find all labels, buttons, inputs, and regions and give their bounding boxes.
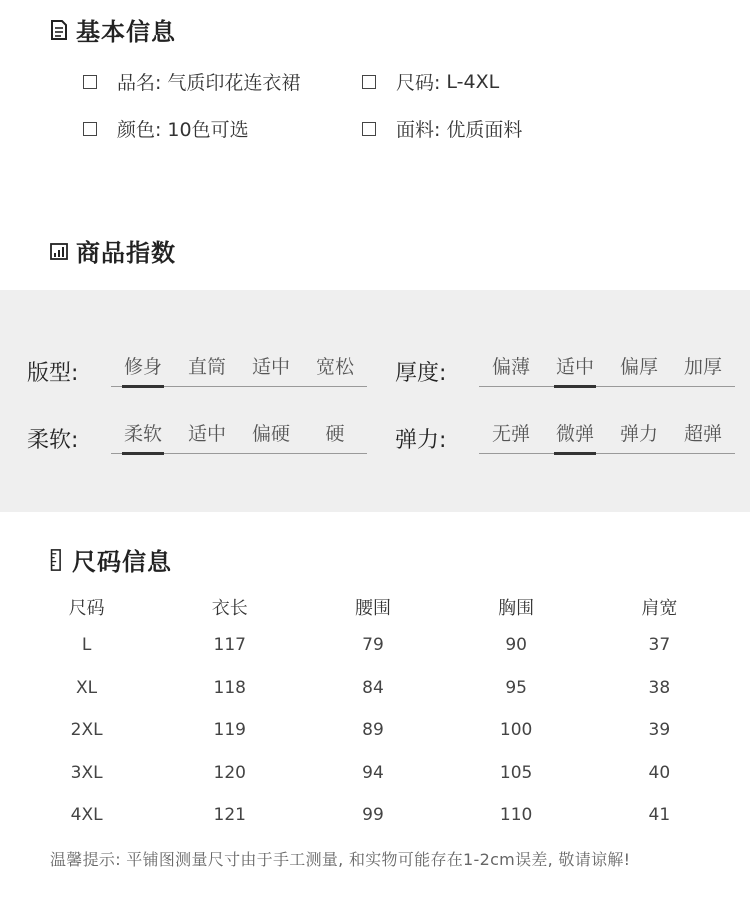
- index-label: 柔软:: [27, 428, 79, 453]
- product-index-title: [50, 233, 176, 268]
- basic-info-title: [50, 12, 176, 47]
- index-option: 直筒: [187, 356, 226, 378]
- table-cell: 121: [213, 805, 246, 826]
- index-option: 硬: [325, 423, 345, 445]
- table-cell: 89: [362, 720, 384, 741]
- table-cell: 117: [213, 635, 246, 656]
- info-item-fabric: [362, 115, 522, 142]
- info-value: 气质印花连衣裙: [167, 72, 301, 94]
- table-cell: 100: [499, 720, 533, 741]
- index-options: [479, 352, 735, 387]
- product-index-title-text: 商品指数: [76, 239, 176, 267]
- table-cell: 79: [362, 635, 384, 656]
- index-option: 偏硬: [251, 423, 290, 445]
- table-row: [15, 752, 731, 795]
- index-options: [479, 419, 735, 454]
- table-cell: L: [81, 635, 92, 656]
- table-cell: 120: [213, 762, 246, 783]
- index-options: [111, 352, 367, 387]
- table-cell: 2XL: [70, 720, 103, 741]
- index-option-selected: 适中: [543, 352, 607, 386]
- checkbox-icon: [83, 75, 97, 89]
- index-options: [111, 419, 367, 454]
- column-header: 胸围: [498, 598, 535, 619]
- info-label: 面料:: [396, 119, 441, 141]
- index-row-thickness: [395, 352, 735, 387]
- index-option-selected: 修身: [111, 352, 175, 386]
- table-cell: 105: [499, 762, 533, 783]
- table-row: [15, 624, 731, 667]
- ruler-icon: [50, 546, 64, 574]
- index-option: 弹力: [619, 423, 658, 445]
- table-cell: 99: [362, 805, 384, 826]
- size-table: [15, 590, 731, 837]
- table-cell: 39: [648, 720, 671, 741]
- column-header: 腰围: [354, 598, 391, 619]
- table-cell: 41: [648, 805, 671, 826]
- table-cell: 3XL: [70, 762, 103, 783]
- info-item-name: [83, 68, 300, 95]
- column-header: 尺码: [68, 598, 105, 619]
- table-cell: 118: [213, 677, 246, 698]
- document-icon: [50, 20, 68, 40]
- table-cell: 110: [499, 805, 533, 826]
- measurement-note: 温馨提示: 平铺图测量尺寸由于手工测量, 和实物可能存在1-2cm误差, 敬请谅解!: [50, 850, 631, 869]
- table-cell: 95: [505, 677, 527, 698]
- index-option: 偏薄: [491, 356, 530, 378]
- table-cell: 38: [648, 677, 671, 698]
- table-cell: XL: [76, 677, 98, 698]
- checkbox-icon: [362, 75, 376, 89]
- index-label: 弹力:: [395, 428, 447, 453]
- size-info-title: [50, 542, 172, 577]
- index-option: 宽松: [315, 356, 354, 378]
- index-option: 偏厚: [619, 356, 658, 378]
- checkbox-icon: [83, 122, 97, 136]
- index-row-fit: [27, 352, 367, 387]
- index-option-selected: 微弹: [543, 419, 607, 453]
- size-info-title-text: 尺码信息: [72, 548, 172, 576]
- table-cell: 84: [362, 677, 384, 698]
- index-row-softness: [27, 419, 367, 454]
- index-label: 厚度:: [395, 361, 447, 386]
- index-option-selected: 柔软: [111, 419, 175, 453]
- info-label: 颜色:: [117, 119, 162, 141]
- bar-chart-icon: [50, 241, 68, 261]
- index-option: 适中: [187, 423, 226, 445]
- index-option: 超弹: [683, 423, 722, 445]
- index-option: 无弹: [491, 423, 530, 445]
- info-item-color: [83, 115, 249, 142]
- info-value: 优质面料: [446, 119, 523, 141]
- column-header: 衣长: [211, 598, 248, 619]
- table-row: [15, 667, 731, 710]
- table-cell: 40: [648, 762, 671, 783]
- index-row-elasticity: [395, 419, 735, 454]
- table-row: [15, 709, 731, 752]
- table-cell: 4XL: [70, 805, 103, 826]
- info-item-size: [362, 68, 499, 95]
- info-label: 品名:: [117, 72, 162, 94]
- table-header-row: [15, 590, 731, 624]
- basic-info-title-text: 基本信息: [76, 18, 176, 46]
- table-row: [15, 794, 731, 837]
- column-header: 肩宽: [641, 598, 678, 619]
- table-cell: 37: [648, 635, 671, 656]
- index-panel: [0, 290, 750, 512]
- table-cell: 119: [213, 720, 246, 741]
- table-cell: 94: [362, 762, 384, 783]
- index-label: 版型:: [27, 361, 79, 386]
- index-option: 适中: [251, 356, 290, 378]
- table-cell: 90: [505, 635, 527, 656]
- checkbox-icon: [362, 122, 376, 136]
- index-option: 加厚: [683, 356, 722, 378]
- info-label: 尺码:: [396, 72, 441, 94]
- info-value: L-4XL: [446, 70, 500, 93]
- info-value: 10色可选: [167, 119, 249, 141]
